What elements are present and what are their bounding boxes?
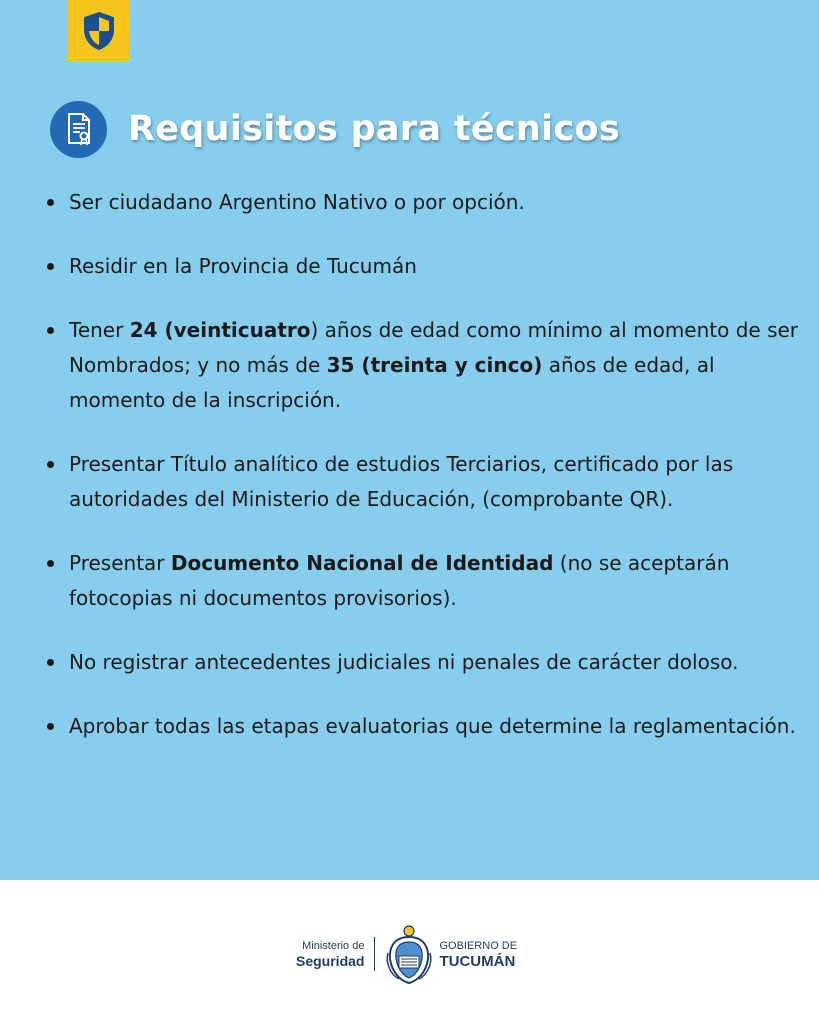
shield-icon (82, 11, 116, 51)
footer-divider (374, 937, 375, 971)
requirement-text: (no se aceptarán fotocopias ni documentos provisorios). (69, 551, 730, 610)
government-logo-text (439, 938, 517, 970)
top-badge (68, 0, 130, 61)
footer-logos (296, 923, 517, 985)
requirement-text-bold: 24 (veinticuatro (129, 318, 311, 342)
requirement-text-bold: 35 (treinta y cinco) (326, 353, 543, 377)
requirement-text-bold: Documento Nacional de Identidad (170, 551, 554, 575)
requirement-item (45, 313, 805, 418)
requirement-text: años de edad, al momento de la inscripción. (69, 353, 715, 412)
requirements-list (45, 185, 805, 773)
page-title: Requisitos para técnicos (128, 109, 620, 149)
requirement-text: Tener (69, 318, 130, 342)
requirement-item (45, 249, 805, 284)
requirement-text: Aprobar todas las etapas evaluatorias que determine la reglamentación. (69, 714, 796, 738)
ministry-line1: Ministerio de (302, 940, 365, 952)
requirement-text: Residir en la Provincia de Tucumán (69, 254, 417, 278)
requirement-item (45, 546, 805, 616)
requirement-item (45, 645, 805, 680)
title-row (50, 100, 620, 158)
footer (0, 880, 819, 1024)
doc-circle (50, 101, 107, 158)
requirement-text: Presentar (69, 551, 171, 575)
requirement-item (45, 185, 805, 220)
requirement-text: No registrar antecedentes judiciales ni penales de carácter doloso. (69, 650, 739, 674)
ministry-logo-text (296, 939, 364, 969)
government-line1: GOBIERNO DE (439, 940, 518, 952)
requirement-item (45, 709, 805, 744)
certificate-document-icon (64, 112, 94, 146)
ministry-line2: Seguridad (296, 953, 365, 969)
requirement-text: ) años de edad como mínimo al momento de ser Nombrados; y no más de (69, 318, 799, 377)
requirement-item (45, 447, 805, 517)
requirement-text: Ser ciudadano Argentino Nativo o por opción. (69, 190, 525, 214)
provincial-seal-icon (385, 923, 433, 985)
government-line2: TUCUMÁN (439, 953, 516, 970)
requirement-text: Presentar Título analítico de estudios Terciarios, certificado por las autoridades del Ministerio de Educación, (comprobante QR). (69, 452, 734, 511)
